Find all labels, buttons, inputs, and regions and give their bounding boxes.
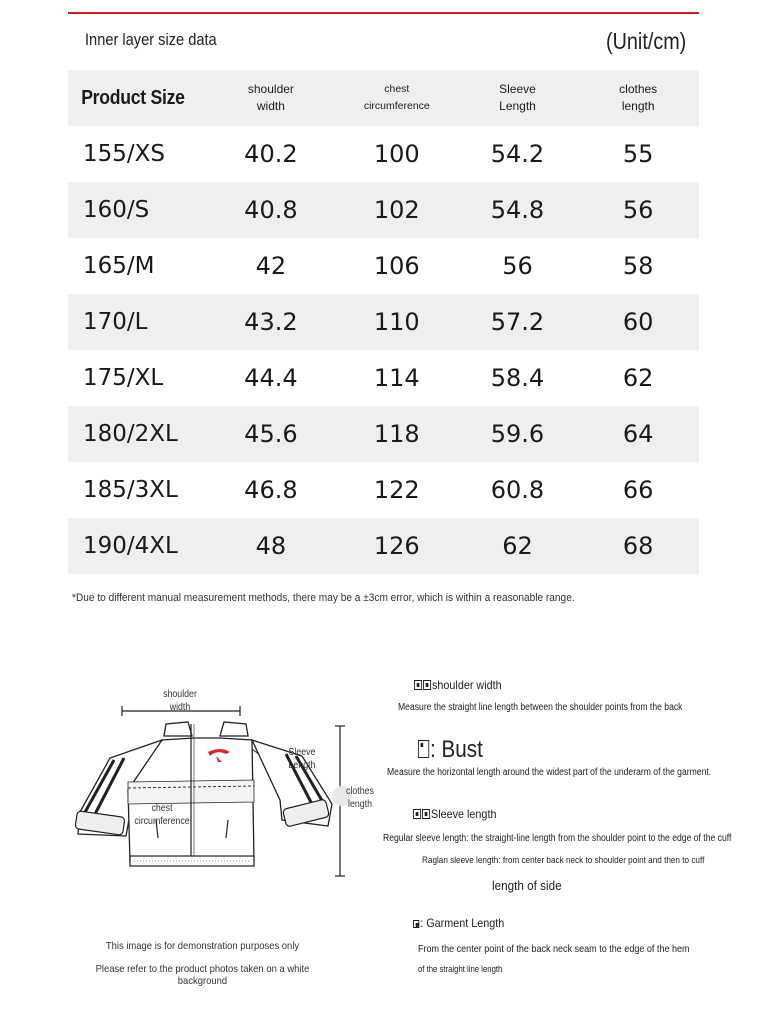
chest-cell: 106 [373,252,420,280]
sleeve-length-heading [413,807,496,821]
shoulder-width-description: Measure the straight line length between the shoulder points from the back [398,702,683,713]
chest-cell: 122 [373,476,420,504]
header-clothes-line2: length [621,99,655,113]
top-divider [68,12,699,14]
chest-cell: 102 [373,196,420,224]
table-row [68,462,699,518]
length-cell: 55 [622,140,654,168]
diagram-chest-line1: chest [151,803,173,814]
sleeve-cell: 54.2 [490,140,545,168]
size-cell: 175/XL [83,365,164,391]
shoulder-cell: 40.8 [244,196,298,224]
number-badge-icon [418,740,429,758]
bust-description: Measure the horizontal length around the widest part of the underarm of the garment. [387,767,712,778]
shoulder-cell: 42 [255,252,287,280]
shoulder-cell: 46.8 [244,476,298,504]
chest-cell: 110 [373,308,420,336]
sleeve-cell: 54.8 [490,196,545,224]
sleeve-cell: 60.8 [490,476,545,504]
table-title: Inner layer size data [85,30,217,49]
header-chest-line1: chest [384,83,410,95]
number-badge-icon [423,680,431,690]
size-cell: 160/S [83,197,150,223]
table-header-row [68,70,699,126]
sleeve-cell: 57.2 [490,308,545,336]
length-cell: 62 [622,364,654,392]
shoulder-cell: 44.4 [244,364,298,392]
sleeve-raglan-description: Raglan sleeve length: from center back neck to shoulder point and then to cuff [422,855,705,866]
diagram-sleeve-label [283,746,322,772]
bust-title: : Bust [430,736,483,763]
header-clothes-line1: clothes [619,82,658,96]
size-cell: 185/3XL [83,477,178,503]
number-badge-icon [413,809,421,819]
header-sleeve-length [458,81,578,115]
table-row [68,350,699,406]
length-cell: 56 [622,196,654,224]
demo-note-line1: This image is for demonstration purposes only [105,940,300,952]
header-chest-circumference [336,81,458,115]
length-cell: 58 [622,252,654,280]
table-row [68,294,699,350]
diagram-clothes-line1: clothes [346,786,374,797]
jacket-measurement-diagram [70,680,390,880]
header-shoulder-line1: shoulder [247,82,294,96]
diagram-shoulder-label [161,688,200,714]
shoulder-width-heading [414,678,502,692]
diagram-shoulder-line2: width [169,702,191,713]
sleeve-regular-description: Regular sleeve length: the straight-line length from the shoulder point to the edge of the cuff [383,833,732,844]
header-shoulder-line2: width [256,99,285,113]
size-cell: 170/L [83,309,148,335]
sleeve-cell: 62 [502,532,533,560]
header-sleeve-line2: Length [499,99,536,113]
jacket-illustration [70,680,390,880]
sleeve-cell: 56 [502,252,533,280]
number-badge-icon [414,680,422,690]
header-sleeve-line1: Sleeve [499,82,536,96]
length-cell: 68 [622,532,654,560]
bust-heading [418,736,483,764]
shoulder-cell: 45.6 [244,420,298,448]
header-chest-line2: circumference [363,100,430,112]
number-badge-icon [413,920,419,928]
length-cell: 60 [622,308,654,336]
shoulder-cell: 40.2 [244,140,298,168]
chest-cell: 114 [373,364,420,392]
size-cell: 165/M [83,253,155,279]
table-row [68,406,699,462]
length-cell: 64 [622,420,654,448]
size-cell: 180/2XL [83,421,178,447]
diagram-chest-line2: circumference [134,816,190,827]
sleeve-cell: 59.6 [490,420,545,448]
garment-length-title: : Garment Length [420,916,505,930]
shoulder-width-title: shoulder width [432,678,502,692]
garment-length-description-cont: of the straight line length [418,964,503,974]
header-product-size: Product Size [81,86,185,109]
size-cell: 190/4XL [83,533,178,559]
chest-cell: 118 [373,420,420,448]
diagram-shoulder-line1: shoulder [163,689,197,700]
number-badge-icon [422,809,430,819]
diagram-sleeve-line2: Length [288,760,316,771]
header-clothes-length [577,81,699,115]
shoulder-cell: 43.2 [244,308,298,336]
length-of-side-heading: length of side [492,878,562,893]
measurement-disclaimer: *Due to different manual measurement methods, there may be a ±3cm error, which is within a reasonable range. [72,592,575,604]
diagram-clothes-length-label [341,785,380,811]
diagram-sleeve-line1: Sleeve [288,747,316,758]
size-cell: 155/XS [83,141,166,167]
diagram-chest-label [127,802,197,828]
garment-length-description: From the center point of the back neck seam to the edge of the hem [418,943,690,955]
shoulder-cell: 48 [255,532,287,560]
garment-length-heading [413,916,504,930]
sleeve-length-title: Sleeve length [431,807,497,821]
diagram-clothes-line2: length [348,799,372,810]
sleeve-cell: 58.4 [490,364,545,392]
demo-note-line2: Please refer to the product photos taken on a white background [95,963,310,987]
length-cell: 66 [622,476,654,504]
unit-label: (Unit/cm) [605,28,686,54]
table-row [68,182,699,238]
table-row [68,126,699,182]
table-row [68,518,699,574]
chest-cell: 126 [373,532,420,560]
chest-cell: 100 [373,140,420,168]
size-table [68,70,699,574]
header-shoulder-width [206,81,336,115]
table-row [68,238,699,294]
